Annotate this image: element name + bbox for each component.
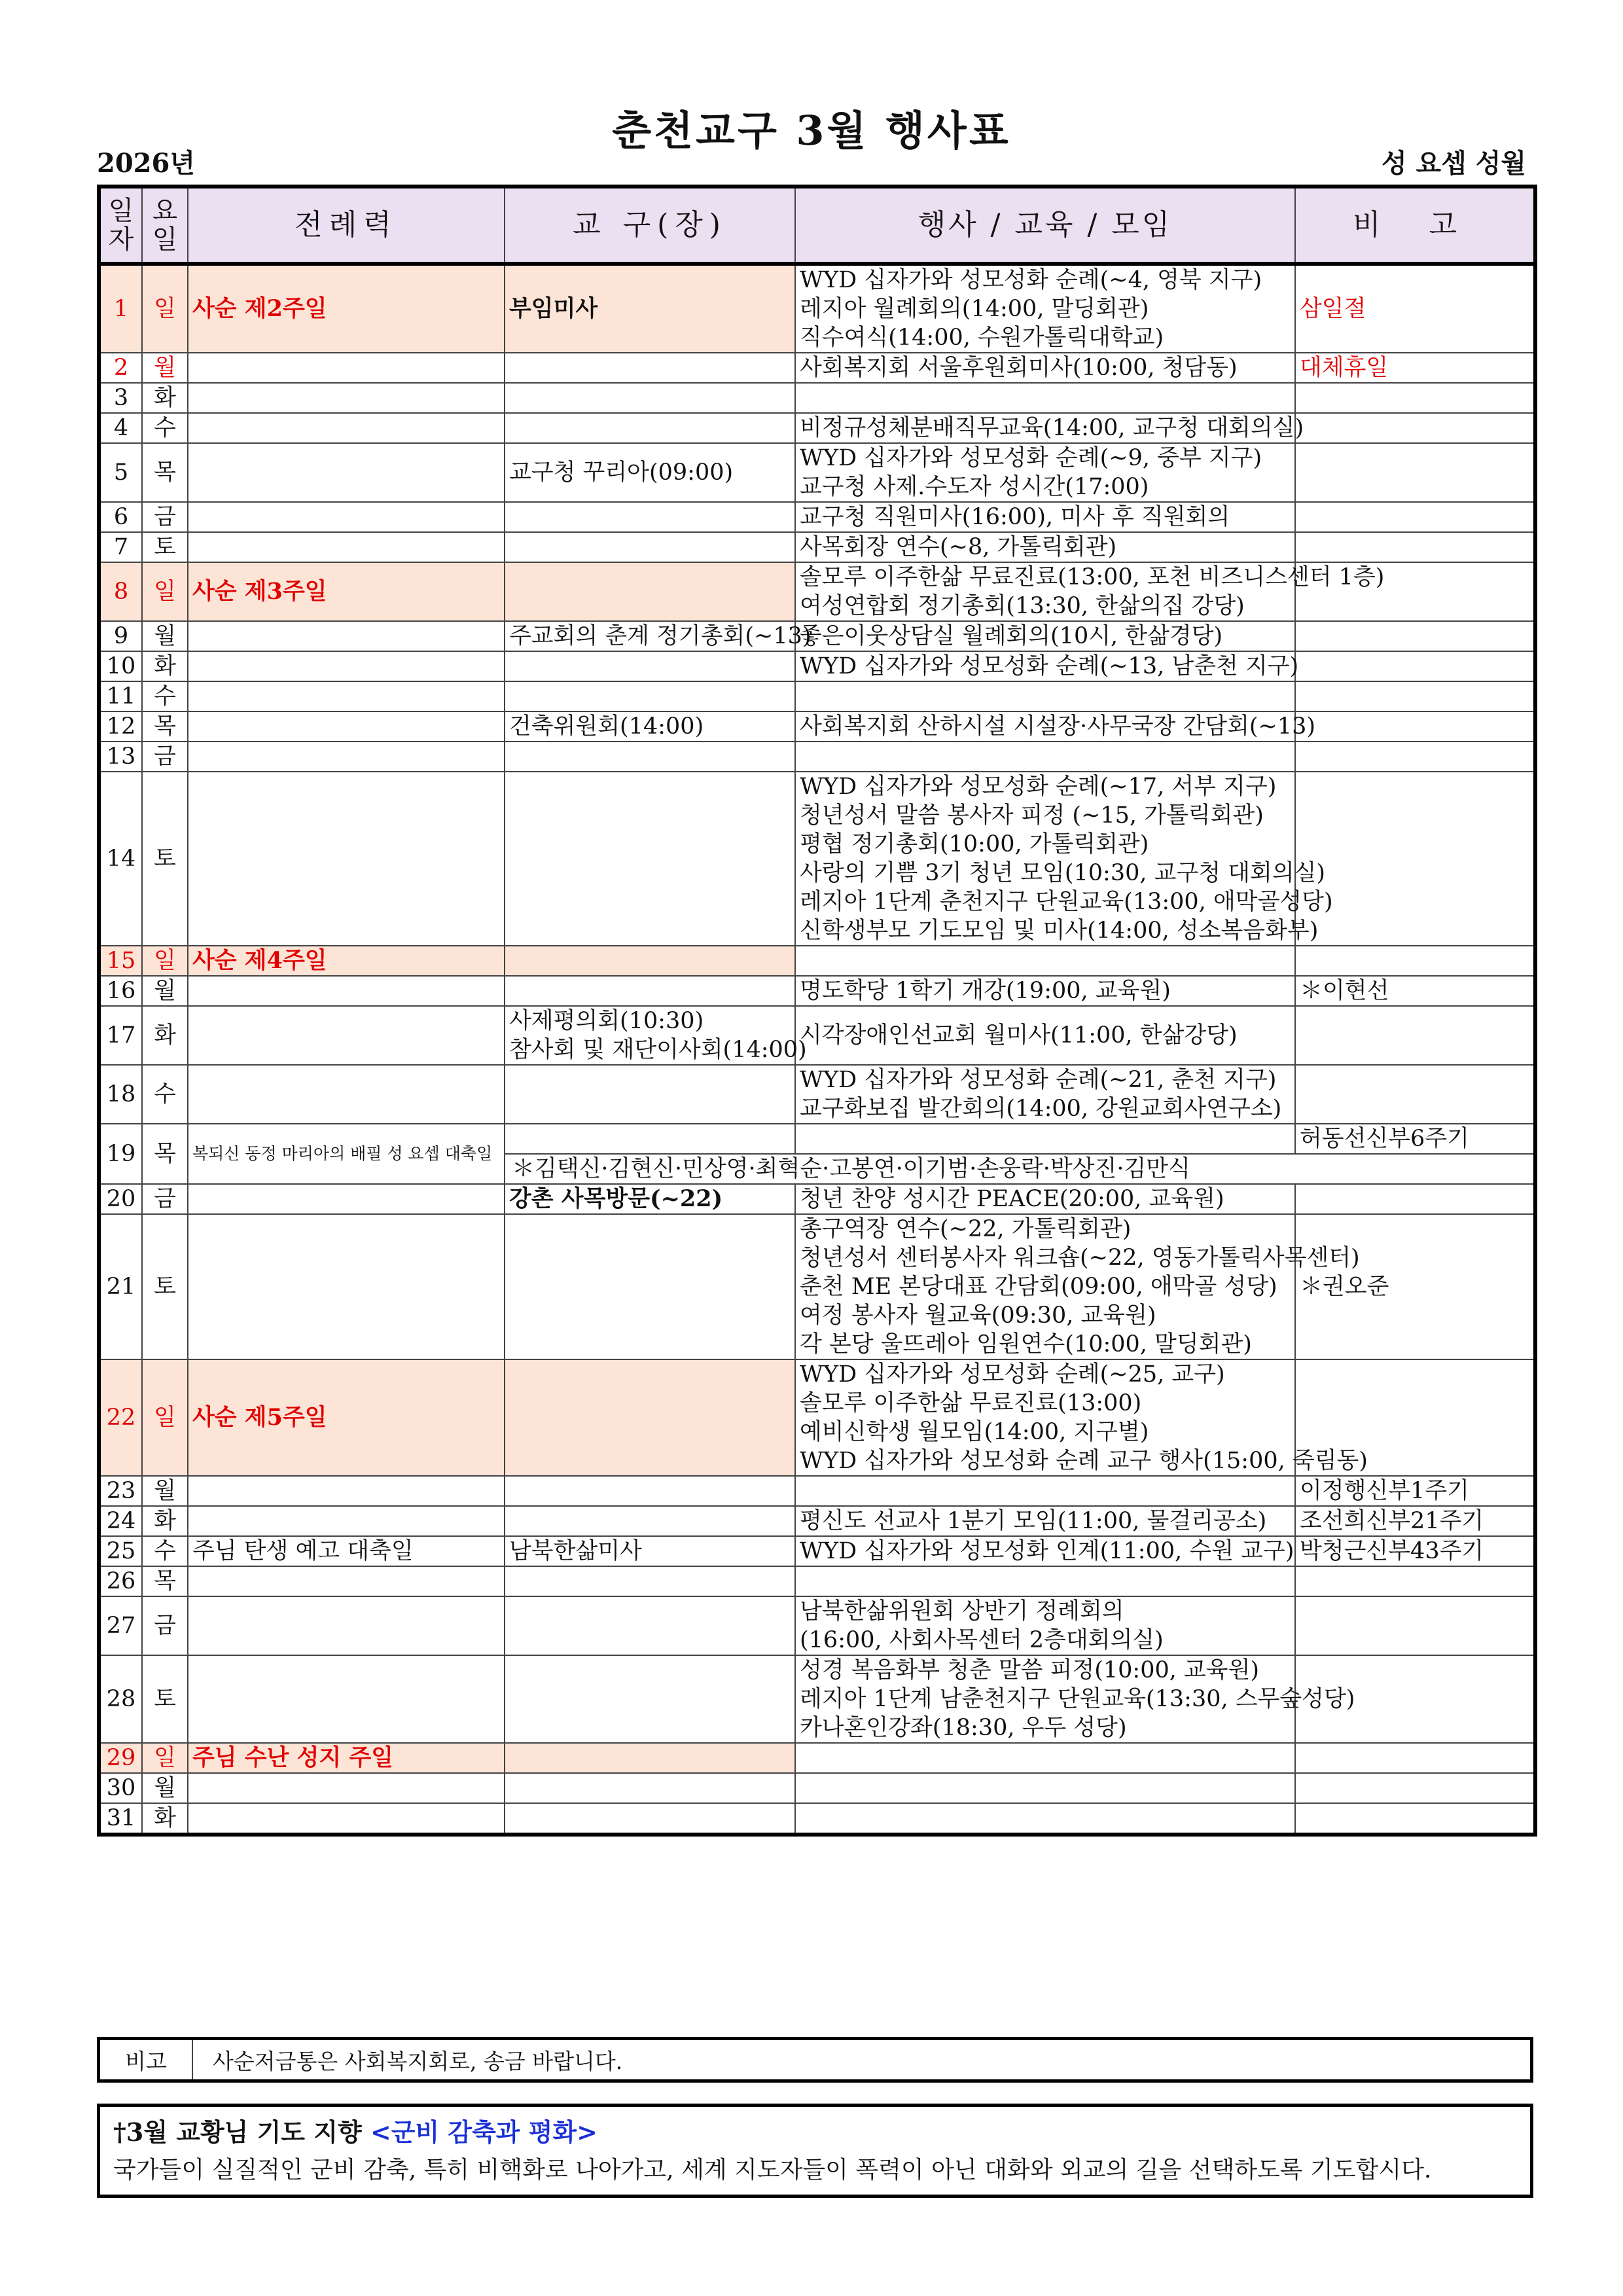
liturgy-cell xyxy=(188,681,505,711)
table-row xyxy=(99,1006,1535,1065)
liturgy-cell xyxy=(188,353,505,383)
events-cell xyxy=(795,1536,1295,1566)
diocese-cell xyxy=(505,621,812,651)
events-cell xyxy=(795,976,1295,1006)
diocese-cell xyxy=(505,562,795,621)
header-liturgy: 전례력 xyxy=(188,187,505,264)
table-row xyxy=(99,502,1535,532)
notes-cell xyxy=(1295,681,1535,711)
events-cell xyxy=(795,1184,1295,1214)
events-cell xyxy=(795,1655,1355,1743)
event-line: 비정규성체분배직무교육(14:00, 교구청 대회의실) xyxy=(800,415,1304,441)
schedule-table xyxy=(97,185,1537,1837)
event-line: 청년성서 센터봉사자 워크숍(~22, 영동가톨릭사목센터) xyxy=(800,1245,1360,1271)
diocese-line: 사제평의회(10:30) xyxy=(509,1008,704,1034)
day-number: 8 xyxy=(99,562,142,621)
events-cell xyxy=(795,1596,1295,1655)
day-number: 4 xyxy=(99,413,142,443)
table-row xyxy=(99,1566,1535,1596)
day-number: 25 xyxy=(99,1536,142,1566)
table-row xyxy=(99,1655,1535,1743)
liturgy-cell xyxy=(188,1773,505,1803)
diocese-cell xyxy=(505,711,795,742)
diocese-cell xyxy=(505,1506,795,1536)
day-number: 7 xyxy=(99,532,142,562)
diocese-cell xyxy=(505,742,795,772)
day-number: 22 xyxy=(99,1359,142,1476)
event-line: 솔모루 이주한삶 무료진료(13:00) xyxy=(800,1390,1142,1416)
day-number: 13 xyxy=(99,742,142,772)
table-row xyxy=(99,1359,1535,1476)
table-row xyxy=(99,1536,1535,1566)
notes-cell xyxy=(1295,1006,1535,1065)
diocese-cell xyxy=(505,1536,795,1566)
liturgy-cell: 사순 제5주일 xyxy=(188,1359,505,1476)
table-row xyxy=(99,1184,1535,1214)
table-row xyxy=(99,1476,1535,1506)
notes-cell xyxy=(1295,532,1535,562)
notes-cell xyxy=(1295,443,1535,502)
liturgy-cell: 사순 제3주일 xyxy=(188,562,505,621)
notes-cell: 대체휴일 xyxy=(1295,353,1535,383)
table-row xyxy=(99,532,1535,562)
table-row xyxy=(99,1596,1535,1655)
day-of-week: 목 xyxy=(142,1566,188,1596)
liturgy-cell xyxy=(188,1506,505,1536)
day-of-week: 화 xyxy=(142,1803,188,1835)
events-cell xyxy=(795,562,1385,621)
notes-cell xyxy=(1295,502,1535,532)
diocese-cell xyxy=(505,502,795,532)
day-number: 19 xyxy=(99,1124,142,1184)
liturgy-cell xyxy=(188,1006,505,1065)
events-cell xyxy=(795,532,1295,562)
day-number: 14 xyxy=(99,772,142,946)
day-of-week: 토 xyxy=(142,1214,188,1359)
day-number: 17 xyxy=(99,1006,142,1065)
events-cell xyxy=(795,383,1295,413)
events-cell xyxy=(795,1476,1295,1506)
liturgy-cell xyxy=(188,1214,505,1359)
header-day: 일자 xyxy=(99,187,142,264)
event-line: 남북한삶위원회 상반기 정례회의 xyxy=(800,1598,1124,1624)
liturgy-cell xyxy=(188,1184,505,1214)
year-label: 2026년 xyxy=(97,148,195,179)
event-line: WYD 십자가와 성모성화 순례(~21, 춘천 지구) xyxy=(800,1067,1277,1093)
day-of-week: 월 xyxy=(142,1476,188,1506)
day-number: 23 xyxy=(99,1476,142,1506)
table-row xyxy=(99,383,1535,413)
diocese-line: 남북한삶미사 xyxy=(509,1538,642,1564)
event-line: 교구청 직원미사(16:00), 미사 후 직원회의 xyxy=(800,504,1230,530)
event-line: WYD 십자가와 성모성화 순례(~4, 영북 지구) xyxy=(800,267,1262,293)
day-of-week: 화 xyxy=(142,383,188,413)
events-cell xyxy=(795,1006,1295,1065)
table-row xyxy=(99,976,1535,1006)
day-of-week: 월 xyxy=(142,976,188,1006)
day-number: 12 xyxy=(99,711,142,742)
day-number: 9 xyxy=(99,621,142,651)
events-cell xyxy=(795,1743,1295,1773)
event-line: 시각장애인선교회 월미사(11:00, 한삶강당) xyxy=(800,1022,1238,1049)
day-of-week: 금 xyxy=(142,1184,188,1214)
liturgy-cell xyxy=(188,711,505,742)
month-dedication: 성 요셉 성월 xyxy=(1381,148,1526,179)
liturgy-cell xyxy=(188,1655,505,1743)
event-line: 청년 찬양 성시간 PEACE(20:00, 교육원) xyxy=(800,1186,1224,1212)
diocese-line: 건축위원회(14:00) xyxy=(509,713,704,740)
prayer-text: 국가들이 실질적인 군비 감축, 특히 비핵화로 나아가고, 세계 지도자들이 폭력이 아닌 대화와 외교의 길을 선택하도록 기도합시다. xyxy=(113,2157,1432,2183)
day-of-week: 금 xyxy=(142,1596,188,1655)
event-line: 총구역장 연수(~22, 가톨릭회관) xyxy=(800,1216,1132,1242)
events-cell xyxy=(795,264,1295,353)
event-line: 사목회장 연수(~8, 가톨릭회관) xyxy=(800,534,1117,560)
event-line: WYD 십자가와 성모성화 인계(11:00, 수원 교구) xyxy=(800,1538,1294,1564)
day-of-week: 일 xyxy=(142,1743,188,1773)
events-cell xyxy=(795,1566,1295,1596)
table-row xyxy=(99,772,1535,946)
day-number: 27 xyxy=(99,1596,142,1655)
day-number: 18 xyxy=(99,1065,142,1124)
diocese-cell xyxy=(505,681,795,711)
events-cell xyxy=(795,621,1295,651)
notes-cell xyxy=(1295,1743,1535,1773)
event-line: 청년성서 말씀 봉사자 피정 (~15, 가톨릭회관) xyxy=(800,802,1264,829)
diocese-cell xyxy=(505,1773,795,1803)
event-line: 레지아 월례회의(14:00, 말딩회관) xyxy=(800,296,1149,322)
header-dow: 요일 xyxy=(142,187,188,264)
day-number: 2 xyxy=(99,353,142,383)
day-of-week: 목 xyxy=(142,711,188,742)
event-line: 여정 봉사자 월교육(09:30, 교육원) xyxy=(800,1302,1156,1329)
day-of-week: 목 xyxy=(142,1124,188,1184)
table-row xyxy=(99,1214,1535,1359)
day-number: 5 xyxy=(99,443,142,502)
diocese-cell xyxy=(505,383,795,413)
events-cell xyxy=(795,1803,1295,1835)
diocese-cell xyxy=(505,1803,795,1835)
event-line: 직수여식(14:00, 수원가톨릭대학교) xyxy=(800,325,1164,351)
notes-cell: ＊권오준 xyxy=(1295,1214,1535,1359)
day-number: 15 xyxy=(99,946,142,976)
liturgy-cell xyxy=(188,976,505,1006)
day-of-week: 월 xyxy=(142,621,188,651)
diocese-cell xyxy=(505,443,795,502)
header-diocese: 교 구(장) xyxy=(505,187,795,264)
event-line: WYD 십자가와 성모성화 순례(~17, 서부 지구) xyxy=(800,774,1277,800)
liturgy-cell xyxy=(188,532,505,562)
notes-cell xyxy=(1295,621,1535,651)
day-of-week: 일 xyxy=(142,264,188,353)
event-line: 교구청 사제.수도자 성시간(17:00) xyxy=(800,474,1149,500)
table-row xyxy=(99,651,1535,681)
day-of-week: 토 xyxy=(142,1655,188,1743)
table-row xyxy=(99,1506,1535,1536)
liturgy-cell xyxy=(188,383,505,413)
table-row xyxy=(99,264,1535,353)
events-cell xyxy=(795,681,1295,711)
remark-text: 사순저금통은 사회복지회로, 송금 바랍니다. xyxy=(213,2048,623,2074)
liturgy-cell xyxy=(188,621,505,651)
table-row xyxy=(99,413,1535,443)
event-line: WYD 십자가와 성모성화 순례 교구 행사(15:00, 죽림동) xyxy=(800,1448,1368,1474)
liturgy-cell xyxy=(188,1596,505,1655)
liturgy-cell xyxy=(188,651,505,681)
day-of-week: 화 xyxy=(142,1506,188,1536)
day-number: 31 xyxy=(99,1803,142,1835)
event-line: 명도학당 1학기 개강(19:00, 교육원) xyxy=(800,978,1171,1004)
header-events: 행사 / 교육 / 모임 xyxy=(795,187,1295,264)
diocese-cell xyxy=(505,413,795,443)
liturgy-cell xyxy=(188,413,505,443)
day-of-week: 화 xyxy=(142,651,188,681)
diocese-cell xyxy=(505,946,795,976)
notes-cell xyxy=(1295,1803,1535,1835)
day-of-week: 토 xyxy=(142,772,188,946)
day-of-week: 토 xyxy=(142,532,188,562)
diocese-line: 교구청 꾸리아(09:00) xyxy=(509,459,734,486)
notes-cell xyxy=(1295,1566,1535,1596)
diocese-cell xyxy=(505,532,795,562)
events-cell xyxy=(795,651,1299,681)
table-row xyxy=(99,946,1535,976)
event-line: 춘천 ME 본당대표 간담회(09:00, 애막골 성당) xyxy=(800,1274,1277,1300)
day-number: 26 xyxy=(99,1566,142,1596)
events-cell xyxy=(795,1124,1295,1154)
events-cell xyxy=(795,1506,1295,1536)
day-of-week: 목 xyxy=(142,443,188,502)
events-cell xyxy=(795,413,1304,443)
event-line: 사랑의 기쁨 3기 청년 모임(10:30, 교구청 대회의실) xyxy=(800,860,1326,886)
day-of-week: 월 xyxy=(142,353,188,383)
diocese-cell xyxy=(505,1476,795,1506)
diocese-line: 주교회의 춘계 정기총회(~13) xyxy=(509,623,812,649)
notes-cell: 허동선신부6주기 xyxy=(1295,1124,1535,1154)
liturgy-cell xyxy=(188,1476,505,1506)
event-line: 카나혼인강좌(18:30, 우두 성당) xyxy=(800,1715,1127,1741)
event-line: (16:00, 사회사목센터 2층대회의실) xyxy=(800,1627,1164,1653)
event-line: 평협 정기총회(10:00, 가톨릭회관) xyxy=(800,831,1149,857)
remark-box xyxy=(97,2037,1533,2083)
day-of-week: 수 xyxy=(142,413,188,443)
notes-cell xyxy=(1295,1596,1535,1655)
diocese-cell xyxy=(505,353,795,383)
liturgy-cell: 주님 탄생 예고 대축일 xyxy=(188,1536,505,1566)
day-number: 24 xyxy=(99,1506,142,1536)
table-row xyxy=(99,742,1535,772)
table-row xyxy=(99,443,1535,502)
events-cell xyxy=(795,1773,1295,1803)
prayer-intention-box xyxy=(97,2104,1533,2198)
events-cell xyxy=(795,1359,1368,1476)
day-of-week: 수 xyxy=(142,1536,188,1566)
diocese-cell xyxy=(505,1655,795,1743)
notes-cell: 박청근신부43주기 xyxy=(1295,1536,1535,1566)
event-line: 성경 복음화부 청춘 말씀 피정(10:00, 교육원) xyxy=(800,1657,1260,1683)
notes-cell: ＊이현선 xyxy=(1295,976,1535,1006)
liturgy-cell xyxy=(188,443,505,502)
table-row xyxy=(99,1773,1535,1803)
remark-label: 비고 xyxy=(100,2040,193,2079)
notes-cell xyxy=(1295,1065,1535,1124)
table-row xyxy=(99,353,1535,383)
event-line: WYD 십자가와 성모성화 순례(~13, 남춘천 지구) xyxy=(800,653,1299,679)
event-line: WYD 십자가와 성모성화 순례(~9, 중부 지구) xyxy=(800,445,1262,471)
diocese-cell xyxy=(505,976,795,1006)
day-of-week: 수 xyxy=(142,681,188,711)
day-of-week: 수 xyxy=(142,1065,188,1124)
diocese-cell xyxy=(505,1566,795,1596)
diocese-cell xyxy=(505,1184,795,1214)
event-line: 사회복지회 산하시설 시설장·사무국장 간담회(~13) xyxy=(800,713,1316,740)
liturgy-cell xyxy=(188,1803,505,1835)
events-cell xyxy=(795,443,1295,502)
events-cell xyxy=(795,772,1333,946)
schedule-body xyxy=(99,264,1535,1835)
diocese-cell xyxy=(505,264,795,353)
table-row xyxy=(99,621,1535,651)
events-cell xyxy=(795,711,1316,742)
liturgy-cell xyxy=(188,742,505,772)
event-line: 사회복지회 서울후원회미사(10:00, 청담동) xyxy=(800,355,1238,381)
day-number: 10 xyxy=(99,651,142,681)
page-title: 춘천교구 3월 행사표 xyxy=(612,107,1011,154)
notes-cell xyxy=(1295,651,1535,681)
notes-cell xyxy=(1295,711,1535,742)
event-line: 신학생부모 기도모임 및 미사(14:00, 성소복음화부) xyxy=(800,918,1319,944)
notes-cell: 조선희신부21주기 xyxy=(1295,1506,1535,1536)
notes-cell: 삼일절 xyxy=(1295,264,1535,353)
diocese-line: 참사회 및 재단이사회(14:00) xyxy=(509,1037,807,1063)
diocese-cell xyxy=(505,1359,795,1476)
table-row xyxy=(99,1743,1535,1773)
prayer-theme: <군비 감축과 평화> xyxy=(370,2117,598,2147)
event-line: 예비신학생 월모임(14:00, 지구별) xyxy=(800,1419,1149,1445)
day-number: 20 xyxy=(99,1184,142,1214)
table-row xyxy=(99,562,1535,621)
day-number: 3 xyxy=(99,383,142,413)
event-line: 레지아 1단계 남춘천지구 단원교육(13:30, 스무숲성당) xyxy=(800,1686,1355,1712)
day-number: 28 xyxy=(99,1655,142,1743)
diocese-cell xyxy=(505,651,795,681)
table-row xyxy=(99,681,1535,711)
table-row xyxy=(99,1065,1535,1124)
day-number: 30 xyxy=(99,1773,142,1803)
header-notes: 비 고 xyxy=(1295,187,1535,264)
liturgy-cell: 사순 제2주일 xyxy=(188,264,505,353)
event-line: 여성연합회 정기총회(13:30, 한삶의집 강당) xyxy=(800,593,1245,619)
table-row xyxy=(99,711,1535,742)
day-number: 16 xyxy=(99,976,142,1006)
diocese-line: 부임미사 xyxy=(509,295,598,322)
events-cell xyxy=(795,1065,1295,1124)
events-cell xyxy=(795,946,1295,976)
notes-cell xyxy=(1295,1184,1535,1214)
event-line: 레지아 1단계 춘천지구 단원교육(13:00, 애막골성당) xyxy=(800,889,1333,915)
prayer-heading-line xyxy=(113,2113,1517,2151)
event-line: WYD 십자가와 성모성화 순례(~25, 교구) xyxy=(800,1361,1225,1388)
day-of-week: 일 xyxy=(142,946,188,976)
table-row xyxy=(99,1803,1535,1835)
day-of-week: 금 xyxy=(142,502,188,532)
liturgy-cell xyxy=(188,1566,505,1596)
notes-cell xyxy=(1295,383,1535,413)
notes-cell xyxy=(1295,946,1535,976)
event-line: 평신도 선교사 1분기 모임(11:00, 물걸리공소) xyxy=(800,1508,1267,1534)
diocese-cell xyxy=(505,1065,795,1124)
event-line: 좋은이웃상담실 월례회의(10시, 한삶경당) xyxy=(800,623,1223,649)
notes-cell xyxy=(1295,1773,1535,1803)
liturgy-cell: 복되신 동정 마리아의 배필 성 요셉 대축일 xyxy=(188,1124,505,1184)
diocese-cell xyxy=(505,1596,795,1655)
diocese-cell xyxy=(505,1006,807,1065)
diocese-line: 강촌 사목방문(~22) xyxy=(509,1185,723,1212)
liturgy-cell xyxy=(188,1065,505,1124)
diocese-cell xyxy=(505,1743,795,1773)
event-line: 교구화보집 발간회의(14:00, 강원교회사연구소) xyxy=(800,1096,1282,1122)
notes-cell xyxy=(1295,742,1535,772)
day-number: 21 xyxy=(99,1214,142,1359)
liturgy-cell xyxy=(188,502,505,532)
day-of-week: 금 xyxy=(142,742,188,772)
diocese-cell xyxy=(505,772,795,946)
day-of-week: 화 xyxy=(142,1006,188,1065)
notes-cell xyxy=(1295,413,1535,443)
liturgy-cell: 주님 수난 성지 주일 xyxy=(188,1743,505,1773)
events-cell xyxy=(795,502,1295,532)
notes-cell: 이정행신부1주기 xyxy=(1295,1476,1535,1506)
notes-cell xyxy=(1295,772,1535,946)
day-number: 29 xyxy=(99,1743,142,1773)
day-number: 11 xyxy=(99,681,142,711)
names-cell: ＊김택신·김현신·민상영·최혁순·고봉연·이기범·손웅락·박상진·김만식 xyxy=(505,1154,1535,1184)
event-line: 각 본당 울뜨레아 임원연수(10:00, 말딩회관) xyxy=(800,1331,1252,1357)
table-row xyxy=(99,1124,1535,1154)
diocese-cell xyxy=(505,1124,795,1154)
day-of-week: 일 xyxy=(142,562,188,621)
events-cell xyxy=(795,353,1295,383)
prayer-heading: †3월 교황님 기도 지향 xyxy=(113,2117,370,2147)
liturgy-cell xyxy=(188,772,505,946)
day-of-week: 월 xyxy=(142,1773,188,1803)
day-number: 6 xyxy=(99,502,142,532)
day-number: 1 xyxy=(99,264,142,353)
diocese-cell xyxy=(505,1214,795,1359)
liturgy-cell: 사순 제4주일 xyxy=(188,946,505,976)
day-of-week: 일 xyxy=(142,1359,188,1476)
events-cell xyxy=(795,742,1295,772)
event-line: 솔모루 이주한삶 무료진료(13:00, 포천 비즈니스센터 1층) xyxy=(800,564,1385,590)
